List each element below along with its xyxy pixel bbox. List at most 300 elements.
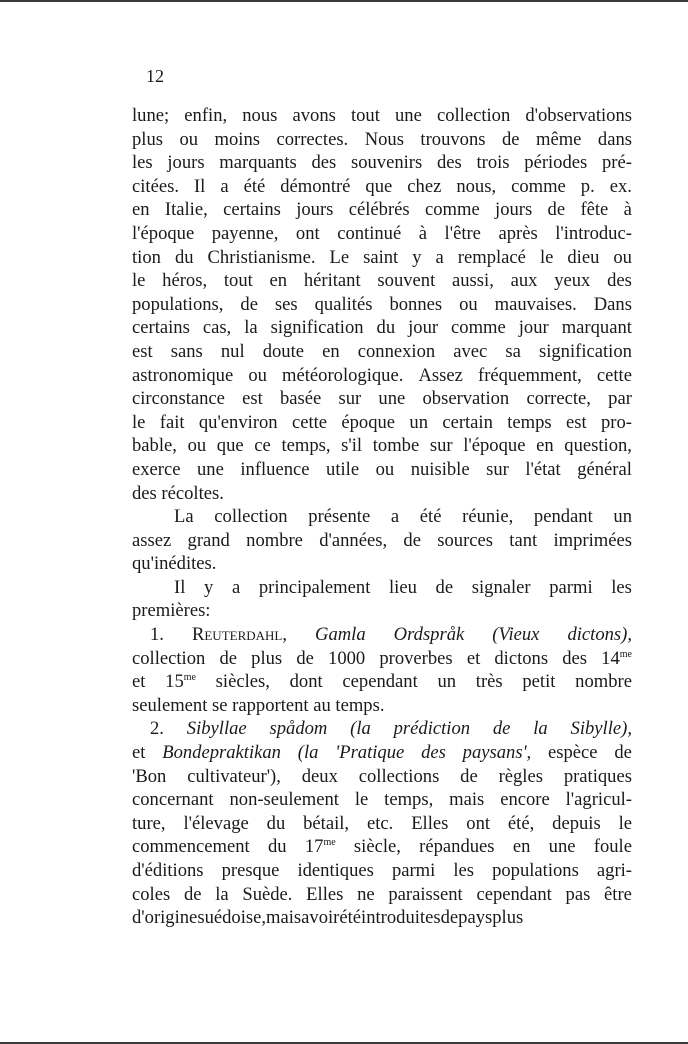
word: ont bbox=[295, 222, 320, 244]
word: enfin, bbox=[184, 105, 228, 126]
word: tion bbox=[132, 246, 161, 268]
word: ou bbox=[613, 246, 632, 268]
word: 'Pratique bbox=[335, 742, 405, 764]
word: Il bbox=[174, 576, 186, 598]
word: et bbox=[132, 742, 146, 764]
word: petit bbox=[522, 671, 556, 693]
word: marquant bbox=[561, 317, 632, 339]
word: l'époque bbox=[132, 222, 195, 244]
word: qu'environ bbox=[198, 411, 278, 433]
word: spådom bbox=[269, 718, 328, 740]
word: comme bbox=[424, 199, 480, 221]
word: en bbox=[269, 270, 288, 292]
word: le bbox=[539, 246, 554, 268]
word: Christianisme. bbox=[207, 246, 316, 268]
word: signaler bbox=[471, 576, 531, 598]
text-line bbox=[132, 411, 632, 435]
word: d'années, bbox=[319, 529, 388, 551]
word: démontré bbox=[280, 175, 351, 197]
word: le bbox=[618, 812, 632, 834]
word: yeux bbox=[554, 270, 591, 292]
text-line bbox=[132, 198, 632, 222]
word: la bbox=[215, 883, 229, 905]
word: ture, bbox=[132, 812, 166, 834]
word: agri- bbox=[596, 860, 632, 881]
word: $17^{me}$ bbox=[304, 836, 336, 858]
word: une bbox=[394, 105, 422, 126]
word: cette bbox=[291, 411, 328, 433]
word: été bbox=[419, 506, 442, 528]
word: deux bbox=[301, 765, 338, 787]
word: une bbox=[378, 388, 406, 410]
word: Il bbox=[193, 175, 206, 197]
text-line bbox=[132, 434, 632, 458]
word: trois bbox=[476, 152, 510, 174]
word: lieu bbox=[389, 576, 417, 598]
word: les bbox=[453, 860, 475, 881]
word: 'Bon bbox=[132, 765, 167, 787]
word: pas bbox=[565, 883, 591, 905]
word: payenne, bbox=[211, 222, 279, 244]
word: exerce bbox=[132, 458, 181, 480]
word: comme bbox=[511, 175, 566, 197]
text-line bbox=[132, 599, 632, 623]
text-line bbox=[132, 387, 632, 411]
word: (Vieux bbox=[492, 624, 540, 646]
word: certains bbox=[132, 317, 190, 339]
word: trouvons bbox=[420, 128, 486, 150]
word: plus bbox=[251, 647, 283, 669]
text-line bbox=[132, 128, 632, 152]
word: a bbox=[435, 246, 444, 268]
word: collection bbox=[214, 506, 288, 528]
word: collections bbox=[358, 765, 440, 787]
word: de bbox=[183, 883, 202, 905]
word: question, bbox=[564, 435, 632, 457]
word: de bbox=[296, 647, 314, 669]
body-text bbox=[132, 104, 632, 930]
text-line bbox=[132, 246, 632, 270]
word: paysans', bbox=[462, 742, 532, 764]
word: Sibylle), bbox=[570, 718, 632, 740]
word: cas, bbox=[202, 317, 232, 339]
word: chez bbox=[407, 175, 442, 197]
word: d'observations bbox=[525, 105, 632, 126]
word: populations bbox=[492, 860, 579, 881]
word: en bbox=[132, 199, 150, 221]
word: célébrés bbox=[348, 199, 410, 221]
word: en bbox=[322, 340, 340, 362]
word: concernant bbox=[132, 789, 214, 811]
word: certains bbox=[223, 199, 281, 221]
text-line bbox=[132, 340, 632, 364]
word: imprimées bbox=[553, 529, 632, 551]
word: jours bbox=[495, 199, 533, 221]
word: de bbox=[435, 576, 454, 598]
text-line bbox=[132, 835, 632, 859]
word: foule bbox=[593, 836, 632, 858]
word: souvent bbox=[377, 270, 436, 292]
word: avons bbox=[292, 105, 336, 126]
word: dictons bbox=[494, 647, 549, 669]
word: paraissent bbox=[388, 883, 463, 905]
word: Reuterdahl, bbox=[191, 624, 288, 646]
text-line bbox=[132, 458, 632, 482]
word: grand bbox=[187, 529, 230, 551]
word: souvenirs bbox=[350, 152, 423, 174]
word: Nous bbox=[364, 128, 404, 150]
word: ce bbox=[254, 435, 271, 457]
word: aussi, bbox=[452, 270, 494, 292]
word: signification bbox=[270, 317, 364, 339]
word: de bbox=[440, 907, 459, 929]
word: avoir bbox=[301, 907, 340, 929]
word: s'il bbox=[341, 435, 363, 457]
word: Bondepraktikan bbox=[162, 742, 281, 764]
word: observation bbox=[422, 388, 510, 410]
word: Dans bbox=[593, 293, 632, 315]
word: de bbox=[219, 647, 238, 669]
word: bable, bbox=[132, 435, 177, 457]
word: époque bbox=[341, 411, 396, 433]
word: que bbox=[216, 435, 244, 457]
word: tout bbox=[223, 270, 253, 292]
word: presque bbox=[221, 860, 280, 881]
word: astronomique bbox=[132, 364, 234, 386]
word: mais bbox=[449, 789, 485, 811]
word: moins bbox=[214, 128, 260, 150]
word: qu'inédites. bbox=[132, 553, 217, 575]
word: l'état bbox=[525, 458, 561, 480]
word: plus bbox=[492, 907, 524, 929]
word: ne bbox=[357, 883, 375, 905]
word: saint bbox=[363, 246, 399, 268]
word: des bbox=[562, 647, 588, 669]
word: jour bbox=[408, 317, 439, 339]
word: ont bbox=[466, 812, 491, 834]
word: fait bbox=[159, 411, 185, 433]
word: même bbox=[536, 128, 582, 150]
word: jours bbox=[296, 199, 334, 221]
word: à bbox=[418, 222, 428, 244]
word: de bbox=[501, 128, 520, 150]
word: de bbox=[240, 293, 258, 315]
word: ou bbox=[375, 458, 395, 480]
word: tombe bbox=[372, 435, 420, 457]
word: introduites bbox=[361, 907, 441, 929]
word: du bbox=[376, 317, 396, 339]
word: ou bbox=[187, 435, 207, 457]
word: cette bbox=[596, 364, 632, 386]
word: coles bbox=[132, 883, 171, 905]
word: jours bbox=[167, 152, 205, 174]
word: assez bbox=[132, 529, 172, 551]
word: citées. bbox=[132, 175, 179, 197]
word: héros, bbox=[162, 270, 208, 292]
word: pro- bbox=[600, 411, 632, 433]
word: sur bbox=[429, 435, 453, 457]
word: pays bbox=[458, 907, 493, 929]
word: collection bbox=[132, 647, 206, 669]
word: circonstance bbox=[132, 388, 225, 410]
word: y bbox=[204, 576, 214, 598]
word: qualités bbox=[314, 293, 373, 315]
word: des bbox=[421, 742, 446, 764]
word: est bbox=[242, 388, 263, 410]
word: été, bbox=[507, 812, 535, 834]
word: des bbox=[311, 152, 337, 174]
text-line bbox=[132, 269, 632, 293]
word: général bbox=[577, 458, 632, 480]
word: commencement bbox=[132, 836, 250, 858]
word: seulement se rapportent au temps. bbox=[132, 694, 385, 716]
text-line bbox=[132, 364, 632, 388]
text-line bbox=[132, 316, 632, 340]
text-line bbox=[132, 104, 632, 128]
text-line bbox=[132, 694, 632, 718]
word: pendant bbox=[533, 506, 593, 528]
word: ses bbox=[274, 293, 298, 315]
text-line bbox=[132, 788, 632, 812]
word: jour bbox=[518, 317, 549, 339]
word: héritant bbox=[303, 270, 361, 292]
word: a bbox=[390, 506, 400, 528]
word: Elles bbox=[411, 812, 449, 834]
word: l'élevage bbox=[183, 812, 249, 834]
word: d'origine bbox=[132, 907, 198, 929]
word: Assez bbox=[418, 364, 463, 386]
word: cependant bbox=[476, 883, 552, 905]
word: etc. bbox=[366, 812, 394, 834]
word: très bbox=[475, 671, 503, 693]
word: Sibyllae bbox=[186, 718, 247, 740]
page-number: 12 bbox=[146, 66, 164, 86]
text-line bbox=[132, 623, 632, 647]
word: sur bbox=[486, 458, 509, 480]
word: été bbox=[243, 175, 266, 197]
word: $14^{me}$ bbox=[601, 647, 632, 669]
word: comme bbox=[451, 317, 506, 339]
word: de bbox=[614, 742, 632, 764]
word: une bbox=[197, 458, 224, 480]
text-line bbox=[132, 883, 632, 907]
word: correcte, bbox=[526, 388, 591, 410]
word: fréquemment, bbox=[478, 364, 582, 386]
word: utile bbox=[326, 458, 360, 480]
word: espèce bbox=[548, 742, 598, 764]
word: un bbox=[409, 411, 428, 433]
word: un bbox=[613, 506, 632, 528]
word: Le bbox=[329, 246, 350, 268]
word: de bbox=[460, 765, 478, 787]
word: après bbox=[498, 222, 538, 244]
word: continué bbox=[337, 222, 402, 244]
word: sources bbox=[437, 529, 494, 551]
text-line bbox=[132, 647, 632, 671]
text-line bbox=[132, 717, 632, 741]
word: identiques bbox=[297, 860, 374, 881]
word: 1000 bbox=[328, 647, 366, 669]
word: des bbox=[607, 270, 632, 292]
word: nombre bbox=[575, 671, 632, 693]
word: été bbox=[339, 907, 362, 929]
word: règles bbox=[498, 765, 543, 787]
word: p. bbox=[580, 175, 595, 197]
word: Ordspråk bbox=[393, 624, 465, 646]
word: de bbox=[547, 199, 566, 221]
word: cependant bbox=[342, 671, 418, 693]
text-line bbox=[132, 859, 632, 883]
word: ou bbox=[179, 128, 199, 150]
word: météorologique. bbox=[282, 364, 404, 386]
top-page-rule bbox=[0, 0, 688, 2]
word: signification bbox=[538, 340, 632, 362]
word: les bbox=[132, 152, 153, 174]
word: temps, bbox=[384, 789, 434, 811]
word: réunie, bbox=[462, 506, 514, 528]
word: en bbox=[536, 435, 554, 457]
word: un bbox=[437, 671, 457, 693]
word: est bbox=[132, 340, 153, 362]
word: prédiction bbox=[393, 718, 471, 740]
word: mais bbox=[266, 907, 302, 929]
word: siècle, bbox=[353, 836, 401, 858]
word: sans bbox=[170, 340, 203, 362]
word: le bbox=[354, 789, 369, 811]
word: Elles bbox=[306, 883, 344, 905]
word: certain bbox=[442, 411, 493, 433]
word: a bbox=[231, 576, 241, 598]
word: a bbox=[220, 175, 229, 197]
word: des récoltes. bbox=[132, 482, 224, 504]
word: sur bbox=[338, 388, 362, 410]
word: siècles, bbox=[215, 671, 270, 693]
word: mauvaises. bbox=[494, 293, 577, 315]
word: la bbox=[244, 317, 258, 339]
word: bonnes bbox=[389, 293, 443, 315]
word: aux bbox=[510, 270, 538, 292]
word: pratiques bbox=[563, 765, 632, 787]
word: parmi bbox=[549, 576, 593, 598]
word: proverbes bbox=[379, 647, 453, 669]
word: tout bbox=[350, 105, 380, 126]
word: 1. bbox=[150, 624, 164, 646]
word: populations, bbox=[132, 293, 224, 315]
word: avec bbox=[453, 340, 488, 362]
text-line bbox=[132, 175, 632, 199]
word: être bbox=[604, 883, 632, 905]
word: nombre bbox=[246, 529, 303, 551]
word: (la bbox=[297, 742, 319, 764]
word: premières: bbox=[132, 600, 211, 622]
word: encore bbox=[500, 789, 550, 811]
word: dans bbox=[597, 128, 632, 150]
word: l'introduc- bbox=[555, 222, 632, 244]
word: du bbox=[267, 836, 287, 858]
word: collection bbox=[436, 105, 511, 126]
word: ou bbox=[248, 364, 267, 386]
word: par bbox=[608, 388, 632, 410]
word: ex. bbox=[609, 175, 632, 197]
word: l'époque bbox=[463, 435, 526, 457]
text-line bbox=[132, 670, 632, 694]
word: lune; bbox=[132, 105, 170, 126]
word: du bbox=[266, 812, 286, 834]
text-line bbox=[132, 482, 632, 506]
word: du bbox=[174, 246, 194, 268]
word: et bbox=[466, 647, 481, 669]
word: d'éditions bbox=[132, 860, 204, 881]
word: l'être bbox=[444, 222, 481, 244]
text-line bbox=[132, 741, 632, 765]
word: présente bbox=[308, 506, 371, 528]
word: nuisible bbox=[410, 458, 470, 480]
word: $15^{me}$ bbox=[165, 671, 196, 693]
word: de bbox=[403, 529, 421, 551]
word: le bbox=[132, 270, 146, 292]
word: nous bbox=[242, 105, 278, 126]
text-line bbox=[132, 151, 632, 175]
word: l'agricul- bbox=[565, 789, 632, 811]
word: depuis bbox=[552, 812, 601, 834]
word: est bbox=[565, 411, 587, 433]
word: dont bbox=[289, 671, 323, 693]
word: dictons), bbox=[567, 624, 632, 646]
text-line bbox=[132, 906, 632, 930]
word: cultivateur'), bbox=[187, 765, 281, 787]
word: plus bbox=[132, 128, 163, 150]
word: suédoise, bbox=[197, 907, 267, 929]
word: les bbox=[611, 576, 632, 598]
word: des bbox=[436, 152, 462, 174]
word: nul bbox=[220, 340, 245, 362]
text-line bbox=[132, 293, 632, 317]
text-line bbox=[132, 222, 632, 246]
text-line bbox=[132, 576, 632, 600]
word: périodes bbox=[524, 152, 588, 174]
word: Italie, bbox=[164, 199, 208, 221]
word: que bbox=[365, 175, 393, 197]
word: tant bbox=[509, 529, 538, 551]
word: marquants bbox=[219, 152, 297, 174]
word: pré- bbox=[601, 152, 632, 174]
word: parmi bbox=[391, 860, 436, 881]
word: doute bbox=[262, 340, 304, 362]
word: correctes. bbox=[276, 128, 349, 150]
word: répandues bbox=[419, 836, 495, 858]
word: la bbox=[533, 718, 548, 740]
word: dieu bbox=[567, 246, 600, 268]
text-line bbox=[132, 765, 632, 789]
word: fête bbox=[580, 199, 609, 221]
word: remplacé bbox=[457, 246, 526, 268]
word: de bbox=[492, 718, 511, 740]
word: influence bbox=[240, 458, 310, 480]
text-line bbox=[132, 505, 632, 529]
word: principalement bbox=[258, 576, 371, 598]
word: 2. bbox=[150, 718, 164, 740]
word: temps bbox=[507, 411, 552, 433]
word: basée bbox=[279, 388, 322, 410]
word: ou bbox=[459, 293, 478, 315]
word: Gamla bbox=[315, 624, 366, 646]
word: non-seulement bbox=[229, 789, 339, 811]
text-line bbox=[132, 812, 632, 836]
word: temps, bbox=[281, 435, 331, 457]
text-line bbox=[132, 552, 632, 576]
word: et bbox=[132, 671, 146, 693]
word: sa bbox=[505, 340, 521, 362]
